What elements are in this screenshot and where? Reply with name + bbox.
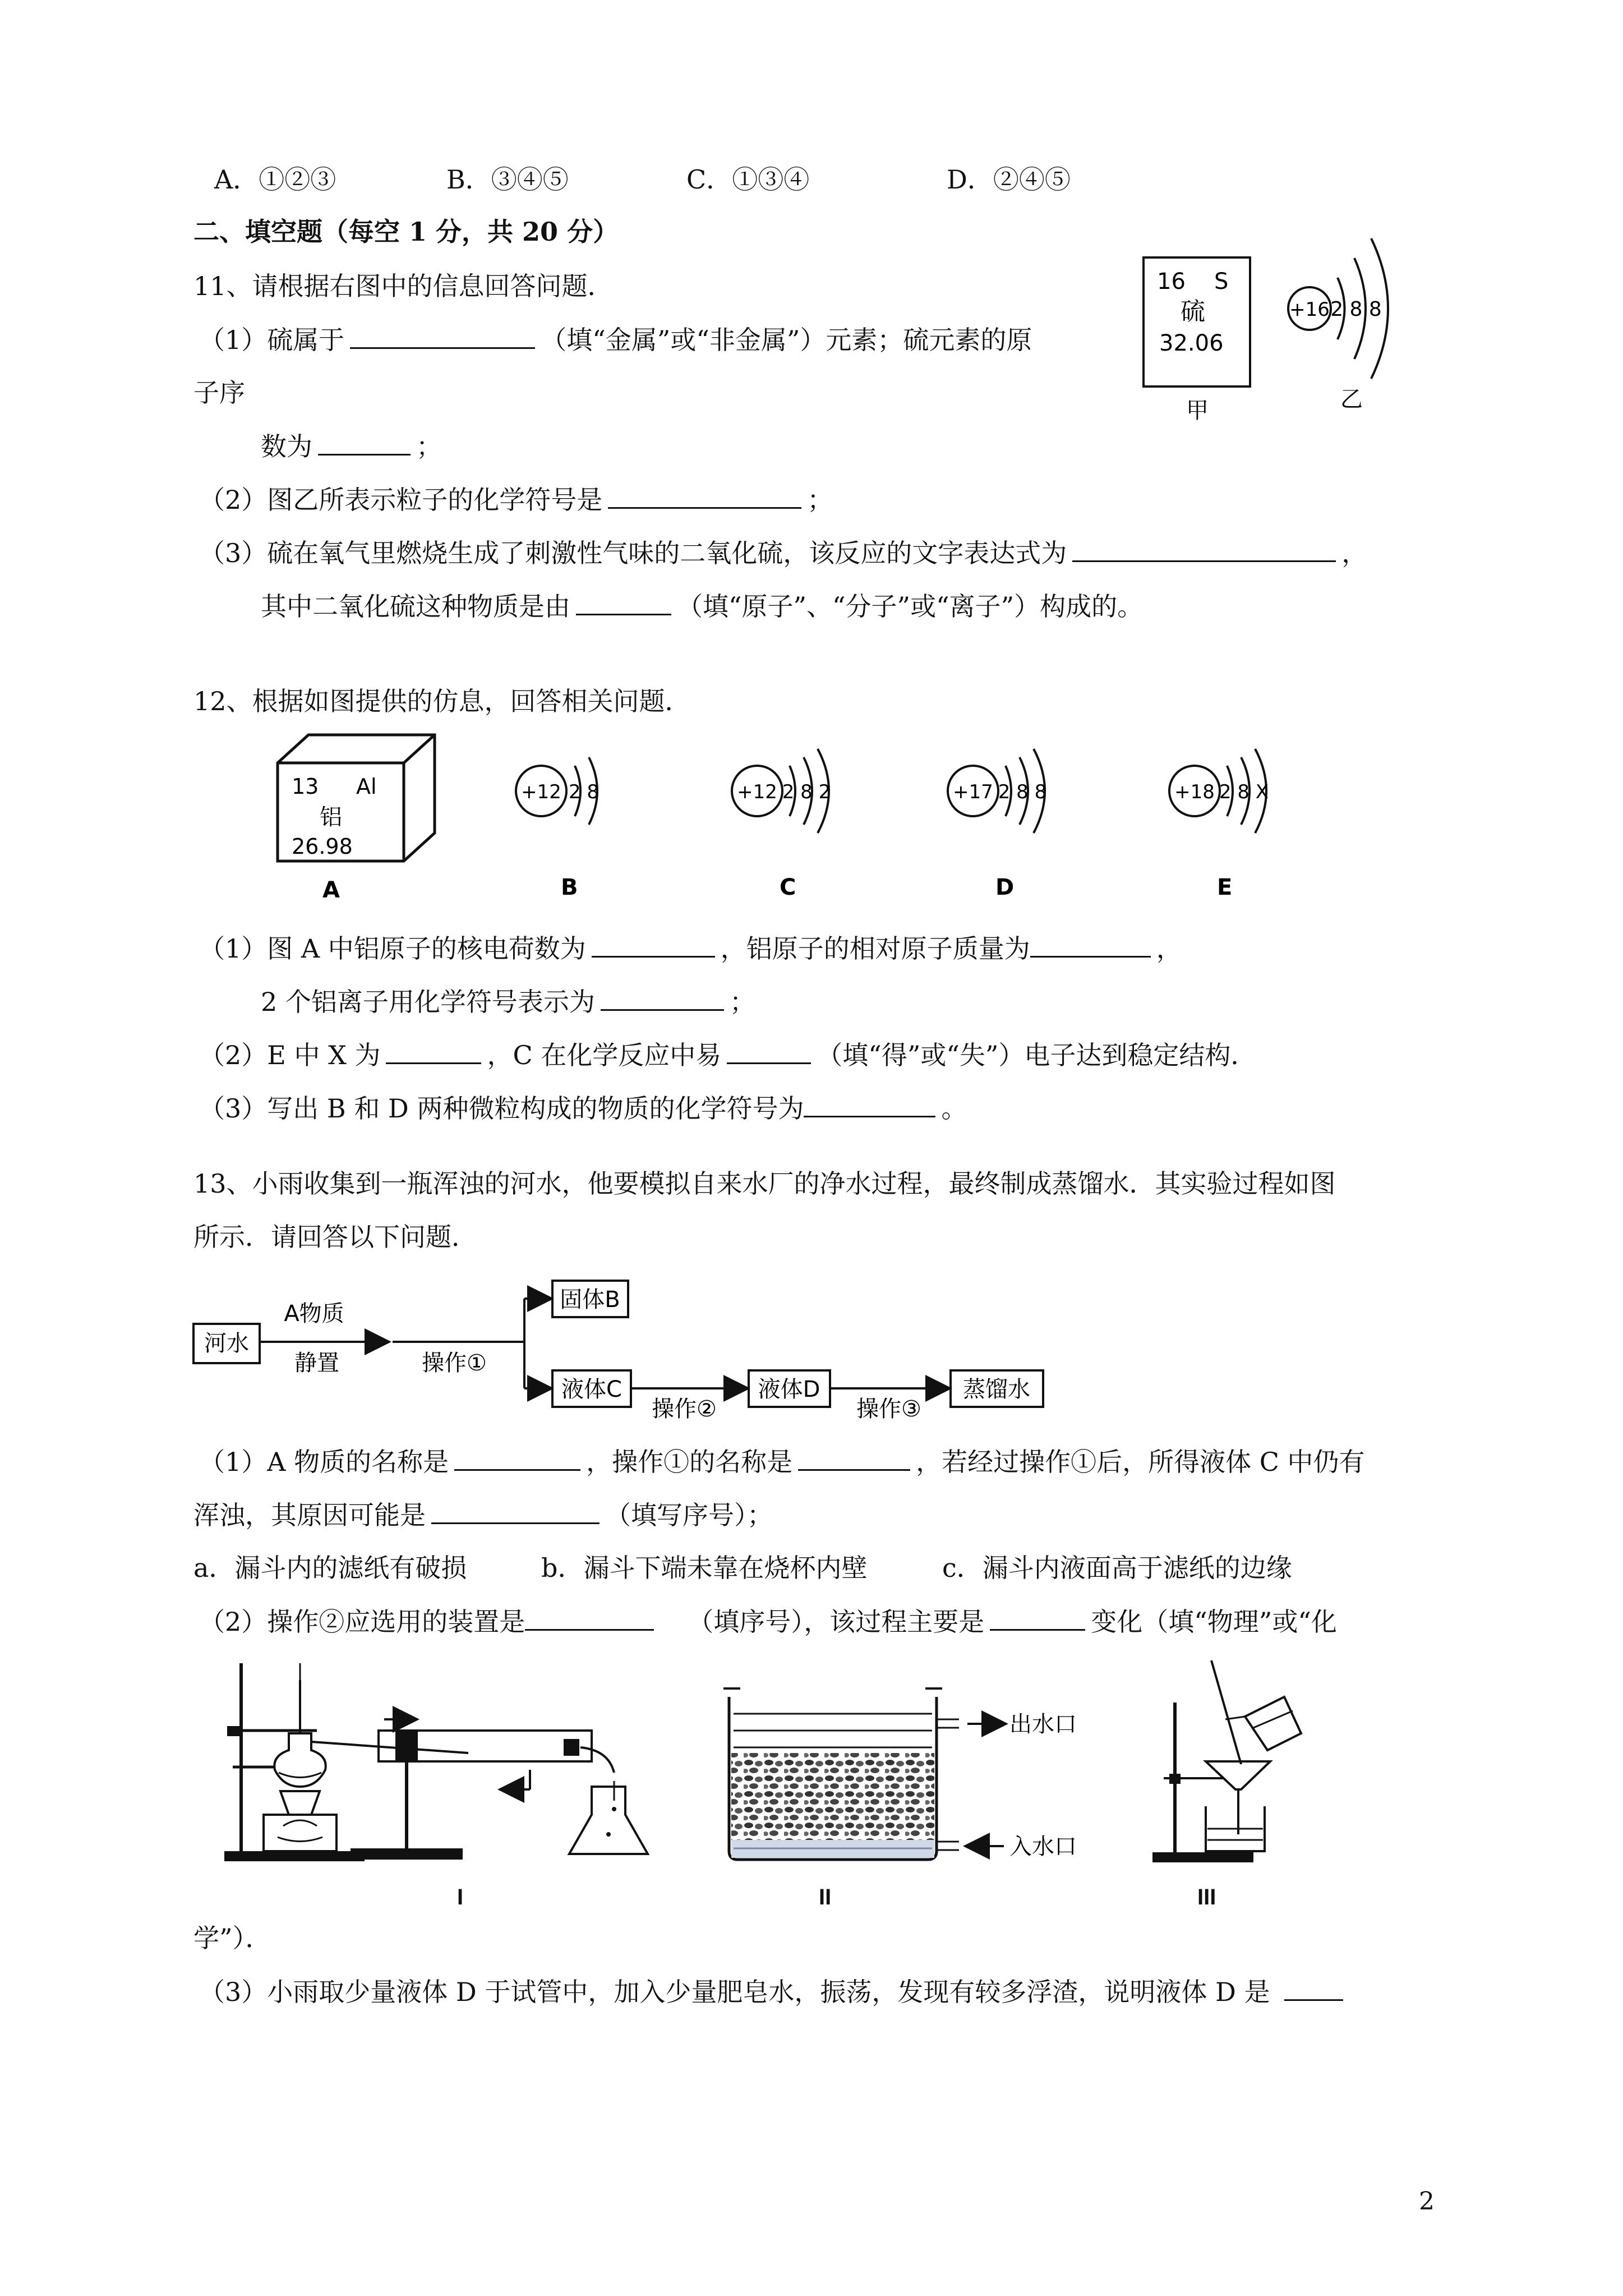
c-label: C [780, 875, 796, 900]
q10-option-c: C．①③④ [686, 164, 810, 195]
a-name: 铝 [320, 804, 342, 830]
e-label: E [1217, 875, 1233, 900]
q12-part1-cont [261, 984, 755, 1019]
q10-option-a: A．①②③ [214, 164, 336, 195]
q11-part3 [199, 536, 1367, 570]
q13-part1-text-e: （填写序号）； [605, 1500, 773, 1530]
q12-part1-text-a: （1）图 A 中铝原子的核电荷数为 [199, 933, 586, 964]
d-label: D [995, 875, 1015, 900]
apparatus-purifier [723, 1680, 1127, 1871]
flow-op3: 操作③ [856, 1396, 921, 1422]
q11-part3-text-b: ， [1341, 538, 1368, 568]
apparatus-label-ii: II [819, 1885, 832, 1910]
section-title: 二、填空题（每空 1 分，共 20 分） [193, 217, 619, 247]
q11-part3-cont [261, 589, 1143, 623]
q12-figure-d [939, 746, 1108, 903]
q10-option-b: B．③④⑤ [446, 164, 569, 195]
q12-figure-c [723, 746, 892, 903]
q11-part1-text-e: ； [416, 431, 442, 462]
q11-part2-text-a: （2）图乙所表示粒子的化学符号是 [199, 485, 603, 515]
a-symbol: Al [356, 774, 377, 799]
e-shells: 2 8 X [1219, 781, 1269, 803]
flow-a-bottom: 静置 [294, 1350, 339, 1376]
q12-blank-formula[interactable] [804, 1091, 935, 1117]
q13-part2-text-c: 变化（填“物理”或“化 [1091, 1607, 1337, 1637]
q13-part2-text-b: （填序号），该过程主要是 [688, 1607, 985, 1637]
d-shells: 2 8 8 [998, 781, 1047, 803]
b-label: B [561, 875, 578, 900]
inlet-label: 入水口 [1009, 1834, 1077, 1860]
jia-name: 硫 [1181, 297, 1205, 326]
apparatus-label-i: I [457, 1885, 464, 1910]
q12-part2 [199, 1038, 1256, 1072]
q12-figure-e [1161, 746, 1329, 903]
q13-part2-wrap: 学”）． [193, 1923, 271, 1953]
q11-blank-particle[interactable] [576, 589, 671, 615]
q12-blank-x[interactable] [386, 1038, 481, 1064]
q11-part1-text-a: （1）硫属于 [199, 325, 345, 355]
q12-part2-text-b: ，C 在化学反应中易 [487, 1040, 722, 1070]
q13-flow-chart [191, 1276, 1088, 1422]
q11-figure-yi [1279, 224, 1413, 409]
q13-part1 [199, 1444, 1365, 1479]
jia-number: 16 [1157, 269, 1186, 295]
c-nucleus: +12 [737, 781, 777, 803]
jia-label: 甲 [1186, 398, 1209, 424]
q11-blank-equation[interactable] [1072, 536, 1336, 562]
q12-blank-charge[interactable] [592, 931, 715, 958]
q12-part3-text-b: 。 [941, 1093, 967, 1124]
q11-part1-text-b: （填“金属”或“非金属”）元素；硫元素的原 [541, 325, 1032, 355]
flow-river: 河水 [204, 1331, 249, 1356]
page-number: 2 [1419, 2187, 1435, 2216]
q12-part3-text-a: （3）写出 B 和 D 两种微粒构成的物质的化学符号为 [199, 1093, 804, 1124]
q13-part3 [199, 1975, 1349, 2009]
q11-blank-atomic-number[interactable] [318, 429, 411, 455]
q13-blank-substance-a[interactable] [454, 1444, 580, 1471]
q13-blank-water-type[interactable] [1284, 1975, 1343, 2001]
a-mass: 26.98 [292, 834, 353, 859]
q13-blank-op1[interactable] [798, 1444, 910, 1471]
q13-stem-line2: 所示．请回答以下问题． [193, 1222, 477, 1252]
apparatus-filtration [1141, 1649, 1310, 1885]
q12-part1-text-e: ； [729, 987, 755, 1017]
q11-blank-metal[interactable] [350, 323, 535, 349]
q11-blank-symbol[interactable] [608, 482, 801, 509]
yi-label: 乙 [1340, 386, 1363, 409]
a-number: 13 [292, 774, 319, 799]
q11-part1-wrap: 子序 [193, 378, 245, 408]
c-shells: 2 8 2 [782, 781, 831, 803]
q12-stem: 12、根据如图提供的仿息，回答相关问题． [193, 686, 691, 716]
q11-part1 [199, 323, 1032, 357]
q13-part2-text-a: （2）操作②应选用的装置是 [199, 1607, 525, 1637]
q13-part1-text-a: （1）A 物质的名称是 [199, 1447, 449, 1477]
q12-figure-b [508, 746, 653, 903]
q11-stem: 11、请根据右图中的信息回答问题． [193, 271, 614, 301]
q11-part1-cont [261, 429, 442, 463]
q13-part1-text-c: ，若经过操作①后，所得液体 C 中仍有 [916, 1447, 1365, 1477]
q11-part3-text-c: 其中二氧化硫这种物质是由 [261, 591, 570, 622]
jia-symbol: S [1214, 269, 1229, 295]
q13-blank-change[interactable] [990, 1604, 1085, 1631]
yi-nucleus: +16 [1289, 298, 1330, 321]
b-shells: 2 8 [568, 781, 600, 803]
q12-blank-ion[interactable] [601, 984, 724, 1011]
a-label: A [322, 877, 340, 903]
q12-part1 [199, 931, 1182, 965]
q13-option-a: a．漏斗内的滤纸有破损 [193, 1553, 467, 1583]
e-nucleus: +18 [1174, 781, 1215, 803]
q13-blank-apparatus[interactable] [525, 1604, 654, 1631]
q11-figure-jia [1141, 255, 1253, 424]
outlet-label: 出水口 [1009, 1711, 1077, 1737]
flow-a-top: A物质 [284, 1301, 344, 1327]
d-nucleus: +17 [953, 781, 993, 803]
q13-part1-text-b: ，操作①的名称是 [586, 1447, 793, 1477]
q12-part2-text-a: （2）E 中 X 为 [199, 1040, 381, 1070]
q12-blank-gain-lose[interactable] [727, 1038, 811, 1064]
b-nucleus: +12 [521, 781, 561, 803]
q13-part2 [199, 1604, 1337, 1639]
q12-part1-text-d: 2 个铝离子用化学符号表示为 [261, 987, 595, 1017]
yi-shells: 2 8 8 [1330, 298, 1382, 321]
q12-part1-text-c: ， [1156, 933, 1182, 964]
apparatus-label-iii: III [1197, 1885, 1216, 1910]
q10-option-d: D．②④⑤ [947, 164, 1071, 195]
q11-part3-text-d: （填“原子”、“分子”或“离子”）构成的。 [677, 591, 1144, 622]
jia-mass: 32.06 [1159, 330, 1224, 356]
q13-option-b: b．漏斗下端未靠在烧杯内壁 [541, 1553, 868, 1583]
q12-part3 [199, 1091, 967, 1125]
flow-liquid-c: 液体C [561, 1377, 622, 1402]
q12-figure-a [266, 729, 446, 903]
q12-part2-text-c: （填“得”或“失”）电子达到稳定结构． [817, 1040, 1257, 1070]
q13-stem-line1: 13、小雨收集到一瓶浑浊的河水，他要模拟自来水厂的净水过程，最终制成蒸馏水．其实验过程如图 [193, 1168, 1336, 1199]
q11-part2-text-b: ； [807, 485, 833, 515]
q12-part1-text-b: ，铝原子的相对原子质量为 [720, 933, 1030, 964]
flow-op1: 操作① [422, 1350, 487, 1376]
apparatus-distillation [222, 1652, 687, 1888]
q13-option-c: c．漏斗内液面高于滤纸的边缘 [942, 1553, 1292, 1583]
q13-part1-text-d: 浑浊，其原因可能是 [193, 1500, 426, 1530]
q11-part3-text-a: （3）硫在氧气里燃烧生成了刺激性气味的二氧化硫，该反应的文字表达式为 [199, 538, 1067, 568]
flow-solid-b: 固体B [560, 1287, 620, 1313]
q12-blank-mass[interactable] [1030, 931, 1151, 958]
flow-distilled: 蒸馏水 [963, 1377, 1030, 1402]
q11-part2 [199, 482, 833, 517]
q11-part1-text-d: 数为 [261, 431, 312, 462]
q13-part1-cont [193, 1498, 773, 1532]
q13-part3-text-a: （3）小雨取少量液体 D 于试管中，加入少量肥皂水，振荡，发现有较多浮渣，说明液体 D 是 [199, 1977, 1270, 2007]
flow-liquid-d: 液体D [758, 1377, 820, 1402]
q13-blank-reason[interactable] [431, 1498, 600, 1524]
flow-op2: 操作② [652, 1396, 717, 1422]
